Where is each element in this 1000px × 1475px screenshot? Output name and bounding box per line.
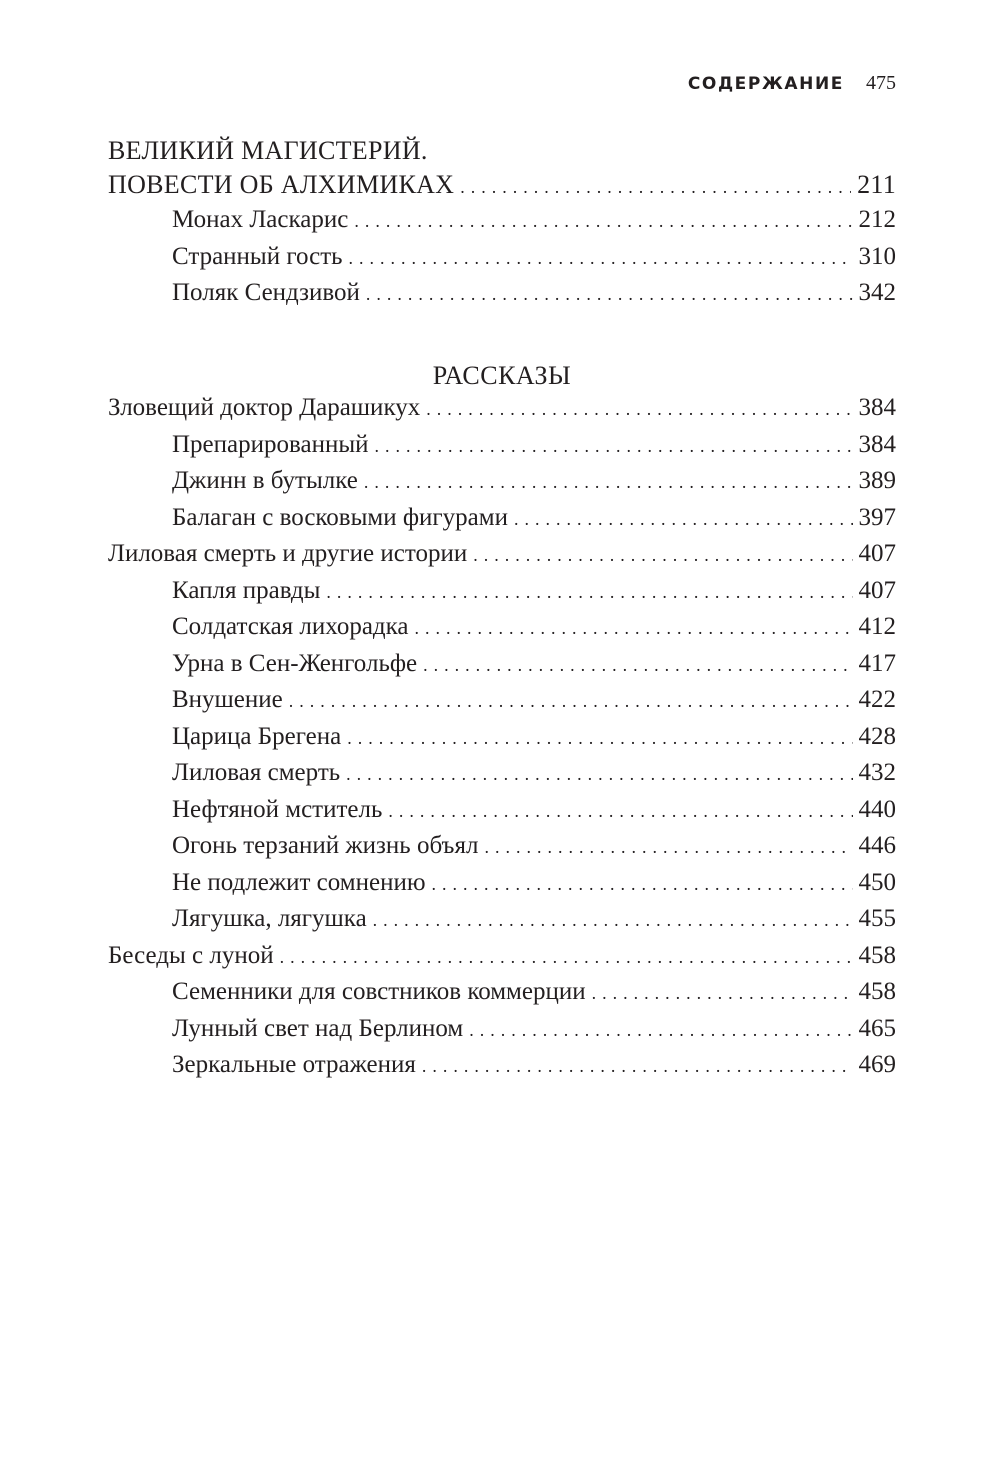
toc-entry [108, 650, 896, 687]
toc-entry-title: Лиловая смерть и другие истории [108, 540, 468, 567]
toc-entry-page: 440 [858, 795, 896, 823]
toc-entry-title: Зеркальные отражения [172, 1051, 416, 1078]
toc-entry [108, 832, 896, 869]
toc-entry-title: Беседы с луной [108, 941, 274, 969]
toc-entry [108, 577, 896, 614]
toc-entry-page: 458 [858, 941, 896, 969]
dot-leader [514, 509, 853, 530]
toc-entry-page: 310 [858, 242, 896, 270]
toc-entry-page: 458 [858, 978, 896, 1005]
toc-entry [108, 206, 896, 243]
toc-entry [108, 905, 896, 942]
toc-entry-page: 446 [858, 832, 896, 859]
toc-entry-page: 397 [858, 503, 896, 531]
toc-entry-page: 465 [858, 1014, 896, 1042]
dot-leader [354, 211, 852, 232]
running-head-title: СОДЕРЖАНИЕ [687, 74, 844, 94]
section-heading: РАССКАЗЫ [432, 360, 572, 390]
toc-entry-title: Поляк Сендзивой [172, 279, 360, 306]
toc-entry-page: 417 [858, 649, 896, 677]
dot-leader [426, 399, 852, 420]
dot-leader [289, 691, 853, 712]
toc-entry [108, 978, 896, 1015]
dot-leader [469, 1020, 852, 1041]
running-head-page-number: 475 [866, 72, 896, 94]
toc-entry-title: Царица Брегена [172, 722, 342, 750]
toc-entry-page: 407 [858, 576, 896, 604]
dot-leader [484, 837, 852, 858]
toc-entry [108, 431, 896, 468]
toc-entry-page: 389 [858, 467, 896, 494]
toc-entry-page: 455 [858, 905, 896, 932]
toc-entry-page: 412 [858, 613, 896, 640]
dot-leader [280, 947, 853, 968]
dot-leader [432, 874, 853, 895]
toc-entry-title: Джинн в бутылке [172, 467, 358, 494]
part-title-line-1: ВЕЛИКИЙ МАГИСТЕРИЙ. [108, 136, 428, 165]
dot-leader [366, 284, 853, 305]
toc-entry-title: ПОВЕСТИ ОБ АЛХИМИКАХ [108, 169, 455, 199]
toc-entry-page: 211 [857, 169, 896, 199]
toc-entry-title: Балаган с восковыми фигурами [172, 503, 508, 531]
dot-leader [460, 177, 851, 198]
toc-entry-title: Нефтяной мститель [172, 795, 383, 823]
dot-leader [326, 582, 852, 603]
dot-leader [388, 801, 852, 822]
dot-leader [592, 983, 853, 1004]
toc-entry [108, 796, 896, 833]
toc-entry-page: 212 [858, 206, 896, 233]
toc-entry-title: Семенники для совстников коммерции [172, 978, 586, 1005]
toc-entry-title: Монах Ласкарис [172, 206, 349, 233]
dot-leader [349, 248, 853, 269]
toc-entry [108, 759, 896, 796]
toc-entry [108, 686, 896, 723]
toc-entry [108, 613, 896, 650]
toc-entry-title: Внушение [172, 686, 283, 713]
dot-leader [346, 764, 852, 785]
dot-leader [364, 472, 853, 493]
toc-entry-page: 384 [858, 394, 896, 421]
dot-leader [347, 728, 852, 749]
toc-entry-page: 422 [858, 686, 896, 713]
dot-leader [422, 1056, 853, 1077]
toc-entry-page: 450 [858, 868, 896, 896]
toc-entry [108, 1015, 896, 1052]
toc-entry-title: Урна в Сен-Женгольфе [172, 649, 418, 677]
dot-leader [373, 910, 853, 931]
toc-entry [108, 869, 896, 906]
toc-entry-title: Зловещий доктор Дарашикух [108, 394, 421, 421]
toc-entry [108, 1051, 896, 1088]
toc-entry-title: Огонь терзаний жизнь объял [172, 832, 479, 859]
toc-entry [108, 504, 896, 541]
toc-section-stories [108, 358, 896, 1088]
toc-entry-page: 342 [858, 279, 896, 306]
toc-group-entry [108, 394, 896, 431]
dot-leader [375, 436, 853, 457]
table-of-contents [108, 133, 896, 1130]
toc-entry [108, 723, 896, 760]
toc-entry-title: Лягушка, лягушка [172, 905, 367, 932]
toc-group-entry [108, 942, 896, 979]
toc-entry-title: Солдатская лихорадка [172, 613, 409, 640]
toc-entry-page: 384 [858, 430, 896, 458]
toc-entry [108, 279, 896, 316]
toc-entry-page: 432 [858, 759, 896, 786]
toc-entry-title: Лунный свет над Берлином [172, 1014, 464, 1042]
toc-entry [108, 243, 896, 280]
toc-entry [108, 467, 896, 504]
toc-entry-title: Препарированный [172, 430, 369, 458]
toc-entry-title: Не подлежит сомнению [172, 868, 426, 896]
toc-section-alchemists [108, 133, 896, 316]
toc-entry-title: Лиловая смерть [172, 759, 341, 786]
toc-entry-page: 407 [858, 540, 896, 567]
toc-entry-page: 469 [858, 1051, 896, 1078]
dot-leader [423, 655, 852, 676]
toc-group-entry [108, 540, 896, 577]
running-head [688, 72, 896, 95]
dot-leader [473, 545, 852, 566]
toc-part-entry [108, 170, 896, 207]
toc-entry-page: 428 [858, 722, 896, 750]
dot-leader [415, 618, 853, 639]
toc-entry-title: Странный гость [172, 242, 343, 270]
toc-entry-title: Капля правды [172, 576, 321, 604]
